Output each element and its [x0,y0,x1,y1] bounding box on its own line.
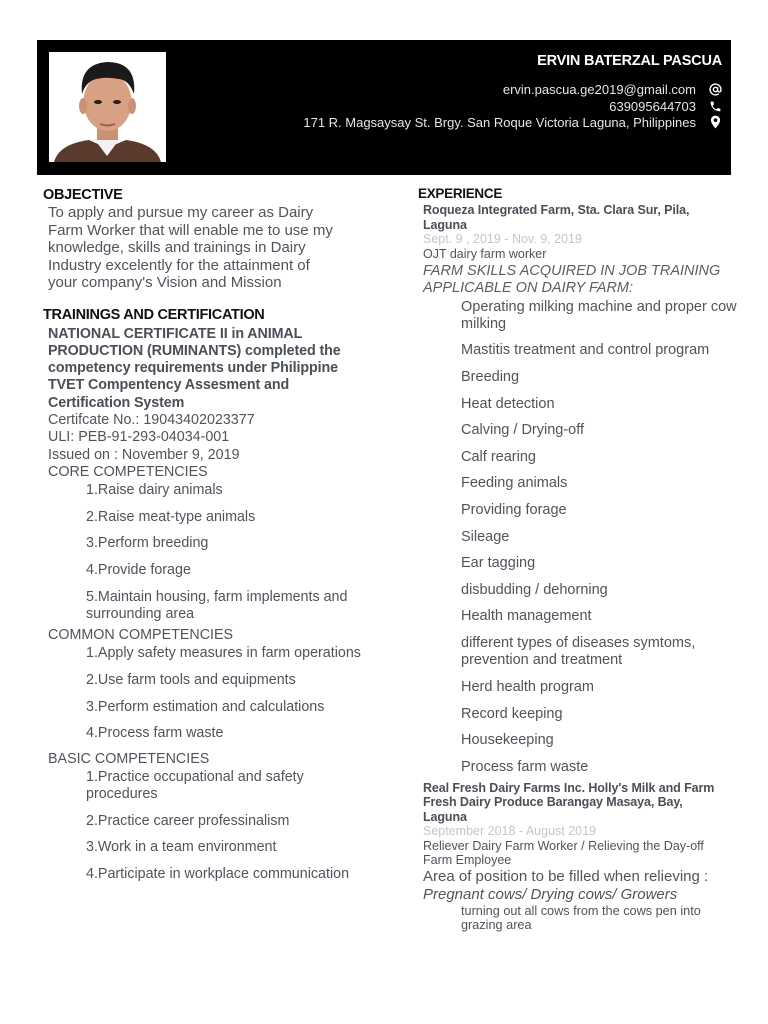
job-company-line: Laguna [423,809,467,824]
trainings-section [43,307,373,884]
objective-title: OBJECTIVE [43,187,123,203]
certificate-title-line: competency requirements under Philippine [48,360,338,377]
objective-line: your company's Vision and Mission [48,274,282,291]
certificate-title-line: PRODUCTION (RUMINANTS) completed the [48,342,341,359]
list-item: 2.Use farm tools and equipments [86,672,296,689]
list-item: disbudding / dehorning [461,581,608,598]
job-entry-2 [418,781,738,933]
experience-section [418,186,738,933]
list-item: Providing forage [461,502,567,519]
job-dates: September 2018 - August 2019 [423,824,597,839]
experience-title: EXPERIENCE [418,186,503,201]
list-item: Calving / Drying-off [461,422,585,439]
phone-number[interactable]: 639095644703 [609,98,696,114]
area-description [461,904,738,933]
area-categories: Pregnant cows/ Drying cows/ Growers [423,885,678,903]
list-item: 4.Participate in workplace communication [86,865,350,882]
area-heading: Area of position to be filled when relieving : [423,867,709,885]
job-role-line: Farm Employee [423,853,512,868]
list-item: Breeding [461,369,520,386]
list-item: different types of diseases symtoms, prevention and treatment [461,635,696,669]
email-address[interactable]: ervin.pascua.ge2019@gmail.com [502,81,696,97]
list-item: 3.Perform estimation and calculations [86,698,325,715]
contact-phone-row [609,98,722,114]
list-item: 2.Practice career professinalism [86,812,290,829]
list-item: 3.Perform breeding [86,535,209,552]
job-company-line: Real Fresh Dairy Farms Inc. Holly's Milk and Farm [423,780,715,795]
objective-line: Farm Worker that will enable me to use my [48,221,333,239]
list-item: 1.Raise dairy animals [86,482,223,499]
skills-heading [423,263,738,298]
list-item: 4.Process farm waste [86,725,224,742]
job-role [423,839,738,868]
certificate-title-line: NATIONAL CERTIFICATE II in ANIMAL [48,325,303,342]
basic-competencies-label: BASIC COMPETENCIES [48,750,210,767]
list-item: Housekeeping [461,732,554,749]
area-description-line: grazing area [461,918,532,933]
core-competencies-list [86,482,373,623]
list-item: 5.Maintain housing, farm implements and surrounding area [86,588,348,622]
list-item: Process farm waste [461,758,589,775]
profile-photo [49,52,166,162]
basic-competencies-list [86,769,373,883]
skills-list [461,299,738,776]
job-role-line: Reliever Dairy Farm Worker / Relieving the Day-off [423,838,704,853]
objective-line: To apply and pursue my career as Dairy [48,204,314,221]
job-company-line: Laguna [423,217,467,232]
area-description-line: turning out all cows from the cows pen into [461,903,701,918]
phone-icon [708,100,722,113]
list-item: Calf rearing [461,448,536,465]
address: 171 R. Magsaysay St. Brgy. San Roque Victoria Laguna, Philippines [303,114,696,130]
person-portrait-icon [49,52,166,162]
objective-section [43,187,373,292]
list-item: Feeding animals [461,475,568,492]
issued-date: Issued on : November 9, 2019 [48,446,240,463]
job-company [423,203,738,232]
uli-number: ULI: PEB-91-293-04034-001 [48,429,230,446]
objective-text [48,204,373,292]
job-role: OJT dairy farm worker [423,246,547,261]
common-competencies-label: COMMON COMPETENCIES [48,627,234,644]
trainings-title: TRAININGS AND CERTIFICATION [43,306,265,323]
list-item: Sileage [461,528,510,545]
job-entry-1 [418,203,738,776]
list-item: Heat detection [461,395,555,412]
contact-address-row [303,114,722,130]
list-item: 3.Work in a team environment [86,839,277,856]
skills-heading-line: FARM SKILLS ACQUIRED IN JOB TRAINING [423,263,721,279]
job-company-line: Roqueza Integrated Farm, Sta. Clara Sur, Pila, [423,203,690,217]
at-icon [708,83,722,96]
certificate-title-line: Certification System [48,394,185,411]
list-item: Ear tagging [461,555,536,572]
core-competencies-label: CORE COMPETENCIES [48,463,208,480]
right-column [418,186,738,933]
list-item: Health management [461,608,592,625]
list-item: Record keeping [461,705,563,722]
certificate-number: Certifcate No.: 19043402023377 [48,411,255,428]
skills-heading-line: APPLICABLE ON DAIRY FARM: [423,280,634,297]
list-item: 1.Apply safety measures in farm operations [86,645,361,662]
job-company-line: Fresh Dairy Produce Barangay Masaya, Bay, [423,795,683,810]
list-item: Herd health program [461,678,594,695]
list-item: 2.Raise meat-type animals [86,508,256,525]
left-column [43,187,373,883]
list-item: 1.Practice occupational and safety procedures [86,768,304,803]
objective-line: Industry excelently for the attainment of [48,256,310,274]
job-dates: Sept. 9 , 2019 - Nov. 9, 2019 [423,232,582,246]
objective-line: knowledge, skills and trainings in Dairy [48,239,306,256]
resume-header [37,40,731,175]
list-item: Mastitis treatment and control program [461,342,710,359]
certificate-title [48,326,373,412]
list-item: 4.Provide forage [86,561,191,578]
common-competencies-list [86,645,373,742]
location-pin-icon [708,115,722,129]
certificate-title-line: TVET Compentency Assesment and [48,377,290,394]
list-item: Operating milking machine and proper cow milking [461,298,737,332]
full-name: ERVIN BATERZAL PASCUA [537,53,722,69]
job-company [423,781,738,825]
contact-email-row [503,81,722,97]
